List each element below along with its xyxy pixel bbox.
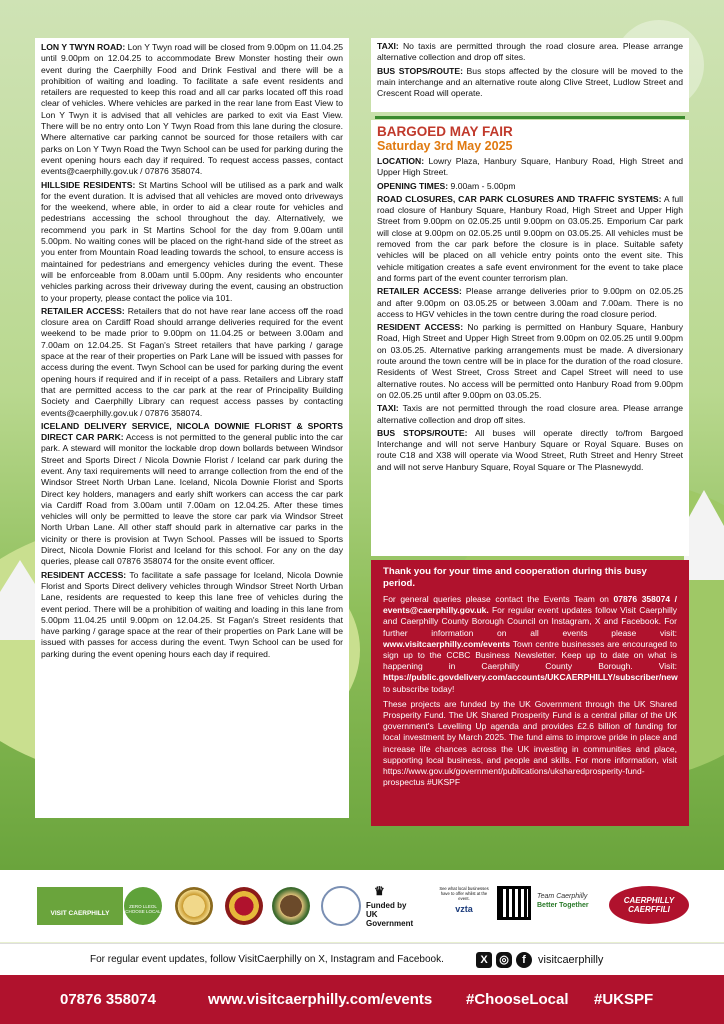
team-caerphilly-logo xyxy=(537,892,607,922)
contact-text: For regular event updates follow Visit Caerphilly and Caerphilly County Borough Council on Instagram, X and Facebook. For further information on all events please visit: xyxy=(383,605,677,638)
fair-title: BARGOED MAY FAIR xyxy=(377,124,513,139)
section-text: 9.00am - 5.00pm xyxy=(448,180,516,191)
follow-bar xyxy=(0,943,724,975)
section-heading: BUS STOPS/ROUTE: xyxy=(377,427,468,438)
section-heading: LOCATION: xyxy=(377,156,425,166)
section-text: To facilitate a safe passage for Iceland, Nicola Downie Florist and Sports Direct delivery vehicles through Windsor Street North Urban Lane, residents are requested to keep this lane free of vehicles during the event period. There will be a prohibition of waiting and loading in this lane from 5.00pm 11.04.25 until 9.00pm on 12.04.25. St Fagan's Street residents that have parking / garage space at the rear of their properties on Park Lane will be issued with passes for access during the event. Twyn School can be used for parking during the event opening hours each day if required. xyxy=(41,569,343,659)
section-heading: ICELAND DELIVERY SERVICE, NICOLA DOWNIE FLORIST & SPORTS DIRECT CAR PARK: xyxy=(41,420,343,443)
fair-opening-times xyxy=(377,181,683,192)
contact-text: For general queries please contact the Events Team on xyxy=(383,594,614,604)
facebook-icon[interactable]: f xyxy=(516,952,532,968)
section-text: Bus stops affected by the closure will be moved to the main interchange and an alternative route along Clive Street, Ludlow Street and Crescent Road will operate. xyxy=(377,65,683,99)
taxi-section xyxy=(377,41,683,64)
section-heading: LON Y TWYN ROAD: xyxy=(41,42,126,52)
section-text: Please arrange deliveries prior to 9.00pm on 02.05.25 and after 9.00pm on 03.05.25 or between 3.00am and 7.00am. There is no access to HGV vehicles in the town centre during the road closure period. xyxy=(377,286,683,319)
fair-bus-stops xyxy=(377,428,683,473)
vzta-note: See what local businesses have to offer whilst at the event. xyxy=(439,886,489,901)
section-heading: RETAILER ACCESS: xyxy=(41,305,125,316)
section-heading: BUS STOPS/ROUTE: xyxy=(377,65,463,76)
instagram-icon[interactable]: ◎ xyxy=(496,952,512,968)
fair-taxi xyxy=(377,403,683,426)
gov-line1: Funded by xyxy=(366,901,407,910)
sponsor-seal-logo xyxy=(175,887,213,925)
section-heading: TAXI: xyxy=(377,41,399,51)
vzta-wordmark: vzta xyxy=(455,904,473,914)
section-divider xyxy=(375,116,685,119)
fair-location xyxy=(377,156,683,179)
x-icon[interactable]: X xyxy=(476,952,492,968)
fair-resident-access xyxy=(377,322,683,401)
crown-icon: ♛ xyxy=(374,884,385,898)
logo-strip xyxy=(0,870,724,942)
section-text: A full road closure of Hanbury Square, Hanbury Road, High Street and Upper High Street from 9.00pm on 02.05.25 until 9.00pm on 03.05.25. Emporium Car park will close at 9.00pm on 02.05.25 until 9.00pm on 03.05.25. All vehicles must be removed from the car park before the closure is in place. Suitable safety vehicles will be placed on all vehicle entry points onto the event site. This vehicle mitigation creates a safe event environment for the event to take place and forms part of the event counter terrorism plan. xyxy=(377,193,684,283)
team-line2: Better Together xyxy=(537,902,589,909)
retailer-access-section xyxy=(41,306,343,419)
contact-text: to subscribe today! xyxy=(383,683,455,694)
section-text: Lon Y Twyn road will be closed from 9.00pm on 11.04.25 until 9.00pm on 12.04.25 to accommodate Brew Monster hosting their own event during the Caerphilly Food and Drink Festival and there will be a prohibition of waiting and loading. To facilitate a safe event residents and retailers are requested to keep this road and all car parks located off this road clear of vehicles. Where vehicles are parked in the rear lane from East View to Lon Y Twyn it is advised that all vehicles are parked to exit via East View. There will be no entry onto Lon Y Twyn Road from this lane during the closure. Where alternative car parking cannot be sourced for those retailers with car parks on Lon Y Twyn Road the Twyn School can be used for parking during the event opening hours each day if required. To request access passes, contact events@caerphilly.gov.uk / 07876 358074. xyxy=(41,42,344,177)
section-heading: OPENING TIMES: xyxy=(377,180,449,191)
thank-you-heading: Thank you for your time and cooperation during this busy period. xyxy=(383,566,647,589)
section-text: Taxis are not permitted through the road closure area. Please arrange alternative collection and drop off sites. xyxy=(377,403,683,425)
section-heading: RETAILER ACCESS: xyxy=(377,286,462,297)
ukspf-hashtag[interactable]: #UKSPF xyxy=(594,991,654,1008)
section-text: St Martins School will be utilised as a park and walk for the event duration. It is advised that all vehicles are moved onto driveways for the weekend, where able, in order to aid a clear route for vehicles and pedestrians accessing the school throughout the day. Alternatively, we recommend you park in St Martins School for the day from 9.00am until 5.00pm. No waiting cones will be placed on the right-hand side of the street as you enter from Mountain Road leading towards the school, to ensure access is maintained for pedestrians and emergency vehicles during the event. These will be enforceable from 8.00am until 5.00pm. Any residents who encounter vehicles parking across their driveway during the event, causing an obstruction to your property, please contact the police via 101. xyxy=(41,179,343,303)
events-link[interactable]: www.visitcaerphilly.com/events xyxy=(383,638,511,649)
section-heading: TAXI: xyxy=(377,403,399,414)
choose-local-hashtag[interactable]: #ChooseLocal xyxy=(466,991,569,1008)
right-top-panel xyxy=(371,38,689,112)
bottom-contact-bar xyxy=(0,975,724,1024)
section-heading: ROAD CLOSURES, CAR PARK CLOSURES AND TRAFFIC SYSTEMS: xyxy=(377,193,662,204)
contact-text: Town centre businesses are encouraged to sign up to the CCBC Business Newsletter. Keep up to date on what is happening in Caerphilly County Borough. Visit: xyxy=(383,638,677,672)
section-heading: RESIDENT ACCESS: xyxy=(41,569,127,580)
contact-paragraph xyxy=(383,594,677,695)
caerphilly-council-logo xyxy=(609,886,689,924)
qr-code-icon[interactable] xyxy=(497,886,531,920)
iceland-car-park-section xyxy=(41,421,343,568)
chamber-logo xyxy=(272,887,310,925)
choose-local-logo: ZERO LLEOL CHOOSE LOCAL xyxy=(124,887,162,925)
section-text: No parking is permitted on Hanbury Square, Hanbury Road, High Street and Upper High Street from 9.00pm on 02.05.25 until 9.00pm on 03.05.25. Alternative parking arrangements must be made. A diversionary route around the town centre will be in place for the duration of the road closure. Residents of West Street, Cross Street and Capel Street will need to use alternative routes. No access will be permitted onto Hanbury Road from 9.00pm on 02.05.25 until after 9.00pm on 03.05.25. xyxy=(377,322,683,400)
section-text: All buses will operate directly to/from Bargoed Interchange and will not serve Hanbury Square or Royal Square. Buses on route C18 and X38 will operate via Wood Street, Ruth Street and Henry Street and will not serve Hanbury Square, Royal Square or The Plasnewydd. xyxy=(377,427,683,472)
newsletter-link[interactable]: https://public.govdelivery.com/accounts/UKCAERPHILLY/subscriber/new xyxy=(383,672,678,683)
section-text: No taxis are permitted through the road closure area. Please arrange alternative collection and drop off sites. xyxy=(377,41,683,63)
section-heading: RESIDENT ACCESS: xyxy=(377,322,464,333)
ccbc-line1: CAERPHILLY xyxy=(623,896,675,905)
ccbc-line2: CAERFFILI xyxy=(628,905,670,914)
lon-y-twyn-road-section xyxy=(41,42,343,178)
section-text: Access is not permitted to the general public into the car park. A steward will monitor the lockable drop down bollards between Windsor Street and Sports Direct / Nicola Downie Florist / Iceland car park during the event. Any taxi requirements will need to arrange collection from the end of the Windsor Street North Urban Lane. Iceland, Nicola Downie Florist and Sports Direct key holders, managers and early shift workers can access the car park via Cardiff Road from 3.00am until 7.00am on 12.04.25. After these times vehicles will only be permitted to leave the store car park via Windsor Street North Urban Lane. All other staff should park in alternative car parks in the vicinity or there is provision at Twyn School. Passes will be issued to Sports Direct, Nicola Downie Florist and Iceland for this school. For any on the day queries, please call 07876 358074 for the onsite event officer. xyxy=(41,432,343,567)
uk-government-logo xyxy=(366,884,426,928)
section-text: Retailers that do not have rear lane access off the road closure area on Cardiff Road should arrange deliveries required for the event weekend to be made prior to 9.00pm on 11.04.25 or between 3.00am and 7.00am on 12.04.25. St Fagan's Street retailers that have parking / garage space at the rear of their properties on Park Lane will be issued with passes for access during the event. Twyn School can be used for parking during the event opening hours if required and if in receipt of a pass. Retailers and Library staff that are permitted access to the car park at the rear of Principality Building Society and Caerphilly Library can request access passes by contacting events@caerphilly.gov.uk / 07876 358074. xyxy=(41,305,343,418)
bargoed-may-fair-panel xyxy=(371,120,689,556)
team-line1: Team Caerphilly xyxy=(537,893,588,900)
section-heading: HILLSIDE RESIDENTS: xyxy=(41,179,136,190)
funding-paragraph: These projects are funded by the UK Government through the UK Shared Prosperity Fund. The UK Shared Prosperity Fund is a central pillar of the UK government's Levelling Up agenda and provides £2.6 billion of funding for local investment by March 2025. The fund aims to improve pride in place and increase life chances across the UK investing in communities and place, supporting local business, and people and skills. For more information, visit https://www.gov.uk/government/publications/uksharedprosperity-fund-prospectus #UKSPF xyxy=(383,698,677,788)
thank-you-panel xyxy=(371,560,689,826)
contact-phone-email[interactable]: 07876 358074 / events@caerphilly.gov.uk. xyxy=(383,594,677,616)
follow-text: For regular event updates, follow VisitCaerphilly on X, Instagram and Facebook. xyxy=(90,954,444,965)
social-handle[interactable]: visitcaerphilly xyxy=(538,954,604,966)
town-council-crest-logo xyxy=(225,887,263,925)
fair-road-closures xyxy=(377,194,683,284)
left-column xyxy=(35,38,349,818)
phone-number[interactable]: 07876 358074 xyxy=(60,991,156,1008)
bus-stops-section xyxy=(377,66,683,100)
resident-access-section xyxy=(41,570,343,660)
visit-caerphilly-logo[interactable]: VISIT CAERPHILLY xyxy=(37,887,123,925)
gov-line2: UK Government xyxy=(366,910,414,928)
section-text: Lowry Plaza, Hanbury Square, Hanbury Road, High Street and Upper High Street. xyxy=(377,156,683,178)
fair-retailer-access xyxy=(377,286,683,320)
website-link[interactable]: www.visitcaerphilly.com/events xyxy=(208,991,433,1008)
community-council-logo xyxy=(321,886,361,926)
vzta-logo xyxy=(435,886,493,926)
hillside-residents-section xyxy=(41,180,343,304)
fair-date: Saturday 3rd May 2025 xyxy=(377,139,513,153)
